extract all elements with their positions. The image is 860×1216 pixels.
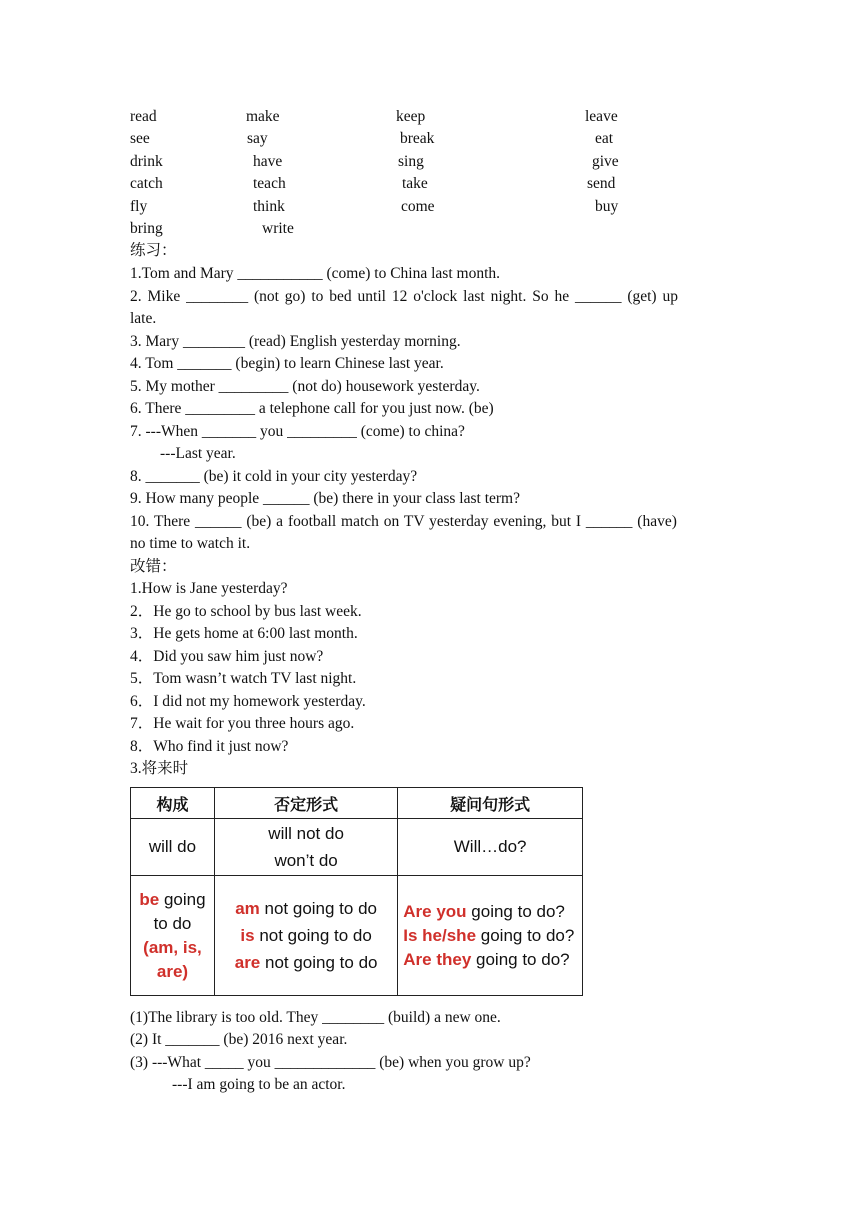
verb-word: read bbox=[130, 108, 157, 125]
practice-item: 6. There _________ a telephone call for you just now. (be) bbox=[130, 400, 494, 417]
correction-item: 8．Who find it just now? bbox=[130, 738, 289, 755]
q-line bbox=[403, 948, 581, 972]
practice-item: 1.Tom and Mary ___________ (come) to China last month. bbox=[130, 265, 501, 282]
verb-word: leave bbox=[585, 108, 618, 125]
verb-word: catch bbox=[130, 175, 163, 192]
neg-rest: not going to do bbox=[254, 926, 372, 945]
neg-line: won’t do bbox=[274, 851, 338, 870]
form-line: to do bbox=[153, 913, 192, 933]
form-red-line: are) bbox=[156, 961, 189, 981]
practice-item: 8. _______ (be) it cold in your city yesterday? bbox=[130, 468, 418, 485]
cell-going-form bbox=[131, 876, 215, 996]
form-rest: going bbox=[159, 889, 206, 909]
neg-red: is bbox=[240, 926, 255, 945]
practice-item: 10. There ______ (be) a football match on TV yesterday evening, but I ______ (have) bbox=[130, 513, 677, 530]
practice-item: 5. My mother _________ (not do) housework yesterday. bbox=[130, 378, 480, 395]
form-red-line: (am, is, bbox=[143, 937, 202, 957]
table-row-will bbox=[131, 819, 583, 876]
verb-word: break bbox=[400, 130, 435, 147]
form-red: be bbox=[139, 889, 160, 909]
verb-word: write bbox=[262, 220, 294, 237]
verb-word: come bbox=[401, 198, 435, 215]
q-line bbox=[403, 924, 581, 948]
header-question: 疑问句形式 bbox=[398, 788, 583, 819]
q-red: Are you bbox=[403, 901, 467, 921]
practice-item: 7. ---When _______ you _________ (come) to china? bbox=[130, 423, 465, 440]
cell-going-question bbox=[398, 876, 583, 996]
neg-red: am bbox=[235, 899, 260, 918]
verb-word: fly bbox=[130, 198, 148, 215]
practice-item: 3. Mary ________ (read) English yesterday morning. bbox=[130, 333, 461, 350]
correction-heading: 改错： bbox=[130, 558, 177, 575]
header-negative: 否定形式 bbox=[214, 788, 397, 819]
future-tense-table bbox=[130, 787, 583, 996]
table-header-row bbox=[131, 788, 583, 819]
neg-rest: not going to do bbox=[260, 953, 378, 972]
form-line bbox=[132, 888, 213, 912]
q-red: Is he/she bbox=[403, 925, 477, 945]
neg-rest: not going to do bbox=[259, 899, 377, 918]
cell-will-form: will do bbox=[131, 819, 215, 876]
cell-will-question: Will…do? bbox=[398, 819, 583, 876]
correction-item: 7．He wait for you three hours ago. bbox=[130, 715, 355, 732]
correction-item: 3．He gets home at 6:00 last month. bbox=[130, 625, 358, 642]
correction-item: 2．He go to school by bus last week. bbox=[130, 603, 362, 620]
neg-line bbox=[216, 922, 396, 949]
verb-word: take bbox=[402, 175, 428, 192]
verb-word: give bbox=[592, 153, 619, 170]
practice-item: 9. How many people ______ (be) there in your class last term? bbox=[130, 490, 520, 507]
verb-word: drink bbox=[130, 153, 163, 170]
verb-word: eat bbox=[595, 130, 614, 147]
future-practice-item: ---I am going to be an actor. bbox=[172, 1076, 346, 1093]
header-form: 构成 bbox=[131, 788, 215, 819]
practice-heading: 练习： bbox=[130, 242, 177, 259]
practice-item: ---Last year. bbox=[160, 445, 236, 462]
neg-line: will not do bbox=[268, 824, 344, 843]
q-red: Are they bbox=[403, 949, 472, 969]
verb-word: say bbox=[247, 130, 268, 147]
verb-word: send bbox=[587, 175, 616, 192]
future-practice-item: (2) It _______ (be) 2016 next year. bbox=[130, 1031, 348, 1048]
practice-item: no time to watch it. bbox=[130, 535, 251, 552]
correction-item: 1.How is Jane yesterday? bbox=[130, 580, 288, 597]
practice-item: 2. Mike ________ (not go) to bed until 12 o'clock last night. So he ______ (get) up bbox=[130, 288, 678, 305]
q-line bbox=[403, 900, 581, 924]
correction-item: 6．I did not my homework yesterday. bbox=[130, 693, 366, 710]
verb-word: bring bbox=[130, 220, 163, 237]
q-rest: going to do? bbox=[471, 949, 570, 969]
table-row-going bbox=[131, 876, 583, 996]
future-heading: 3.将来时 bbox=[130, 760, 189, 777]
verb-word: see bbox=[130, 130, 150, 147]
verb-word: make bbox=[246, 108, 280, 125]
neg-line bbox=[216, 949, 396, 976]
practice-item: 4. Tom _______ (begin) to learn Chinese last year. bbox=[130, 355, 444, 372]
verb-word: have bbox=[253, 153, 283, 170]
verb-word: sing bbox=[398, 153, 424, 170]
future-practice-item: (3) ---What _____ you _____________ (be) when you grow up? bbox=[130, 1054, 531, 1071]
verb-word: teach bbox=[253, 175, 286, 192]
correction-item: 5．Tom wasn’t watch TV last night. bbox=[130, 670, 357, 687]
cell-will-negative bbox=[214, 819, 397, 876]
practice-item: late. bbox=[130, 310, 157, 327]
neg-red: are bbox=[234, 953, 261, 972]
q-rest: going to do? bbox=[476, 925, 575, 945]
verb-word: think bbox=[253, 198, 285, 215]
neg-line bbox=[216, 895, 396, 922]
verb-word: keep bbox=[396, 108, 426, 125]
cell-going-negative bbox=[214, 876, 397, 996]
correction-item: 4．Did you saw him just now? bbox=[130, 648, 324, 665]
q-rest: going to do? bbox=[466, 901, 565, 921]
verb-word: buy bbox=[595, 198, 619, 215]
future-practice-item: (1)The library is too old. They ________ (build) a new one. bbox=[130, 1009, 501, 1026]
